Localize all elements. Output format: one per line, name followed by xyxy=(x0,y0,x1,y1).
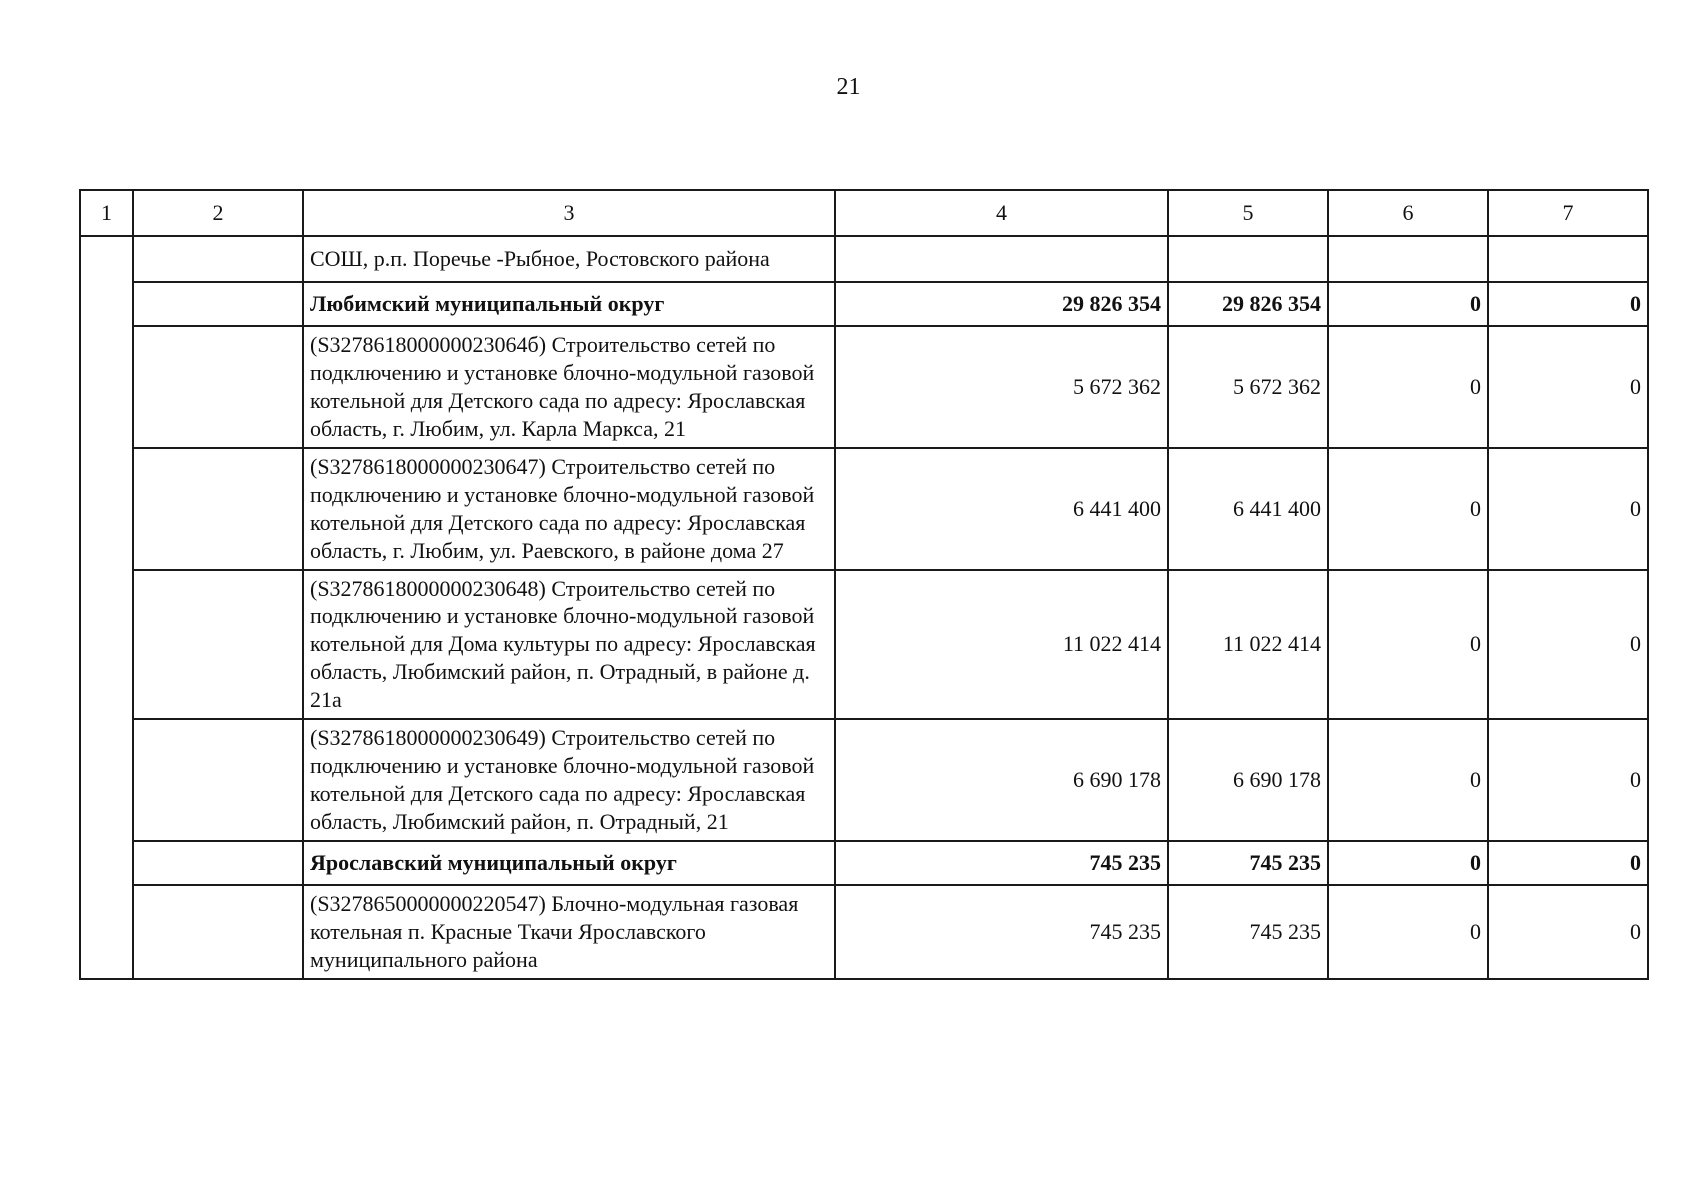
item-col-5: 6 441 400 xyxy=(1168,448,1328,570)
header-row xyxy=(80,190,1648,236)
col-1-cell xyxy=(80,236,133,979)
item-col-7: 0 xyxy=(1488,448,1648,570)
section-col-4: 745 235 xyxy=(835,841,1168,885)
section-col-7: 0 xyxy=(1488,841,1648,885)
page-number: 21 xyxy=(836,74,861,100)
section-row-lyubim xyxy=(80,282,1648,326)
item-col-6: 0 xyxy=(1328,326,1488,448)
section-col-4: 29 826 354 xyxy=(835,282,1168,326)
col-2-cell xyxy=(133,570,303,720)
section-title: Любимский муниципальный округ xyxy=(303,282,835,326)
col-2-cell xyxy=(133,719,303,841)
col-2-cell xyxy=(133,236,303,282)
col-2-cell xyxy=(133,326,303,448)
col-2-cell xyxy=(133,282,303,326)
item-col-6: 0 xyxy=(1328,885,1488,979)
header-col-3: 3 xyxy=(303,190,835,236)
section-title: Ярославский муниципальный округ xyxy=(303,841,835,885)
item-col-7: 0 xyxy=(1488,719,1648,841)
item-description: (S3278618000000230649) Строительство сетей по подключению и установке блочно-модульной газовой котельной для Детского сада по адресу: Ярославская область, Любимский район, п. Отрадный, 21 xyxy=(303,719,835,841)
col-2-cell xyxy=(133,448,303,570)
continuation-row xyxy=(80,236,1648,282)
col-2-cell xyxy=(133,885,303,979)
header-col-4: 4 xyxy=(835,190,1168,236)
item-col-4: 5 672 362 xyxy=(835,326,1168,448)
item-col-7: 0 xyxy=(1488,326,1648,448)
table-row xyxy=(80,448,1648,570)
col-2-cell xyxy=(133,841,303,885)
header-col-6: 6 xyxy=(1328,190,1488,236)
section-row-yaroslavl xyxy=(80,841,1648,885)
item-col-4: 6 441 400 xyxy=(835,448,1168,570)
header-col-1: 1 xyxy=(80,190,133,236)
continuation-description: СОШ, р.п. Поречье -Рыбное, Ростовского района xyxy=(303,236,835,282)
budget-table xyxy=(79,189,1649,980)
item-col-6: 0 xyxy=(1328,570,1488,720)
item-col-6: 0 xyxy=(1328,719,1488,841)
col-6-cell xyxy=(1328,236,1488,282)
header-col-7: 7 xyxy=(1488,190,1648,236)
item-col-5: 6 690 178 xyxy=(1168,719,1328,841)
item-col-4: 11 022 414 xyxy=(835,570,1168,720)
table-row xyxy=(80,885,1648,979)
section-col-5: 29 826 354 xyxy=(1168,282,1328,326)
item-col-4: 745 235 xyxy=(835,885,1168,979)
item-col-5: 745 235 xyxy=(1168,885,1328,979)
item-col-7: 0 xyxy=(1488,885,1648,979)
item-col-6: 0 xyxy=(1328,448,1488,570)
item-col-7: 0 xyxy=(1488,570,1648,720)
table-row xyxy=(80,719,1648,841)
col-4-cell xyxy=(835,236,1168,282)
section-col-6: 0 xyxy=(1328,841,1488,885)
item-description: (S3278650000000220547) Блочно-модульная газовая котельная п. Красные Ткачи Ярославского муниципального района xyxy=(303,885,835,979)
header-col-5: 5 xyxy=(1168,190,1328,236)
header-col-2: 2 xyxy=(133,190,303,236)
col-7-cell xyxy=(1488,236,1648,282)
section-col-5: 745 235 xyxy=(1168,841,1328,885)
item-col-4: 6 690 178 xyxy=(835,719,1168,841)
section-col-6: 0 xyxy=(1328,282,1488,326)
item-col-5: 11 022 414 xyxy=(1168,570,1328,720)
item-description: (S3278618000000230647) Строительство сетей по подключению и установке блочно-модульной газовой котельной для Детского сада по адресу: Ярославская область, г. Любим, ул. Раевского, в районе дома 27 xyxy=(303,448,835,570)
col-5-cell xyxy=(1168,236,1328,282)
section-col-7: 0 xyxy=(1488,282,1648,326)
table-row xyxy=(80,570,1648,720)
item-description: (S3278618000000230648) Строительство сетей по подключению и установке блочно-модульной газовой котельной для Дома культуры по адресу: Ярославская область, Любимский район, п. Отрадный, в районе д. 21а xyxy=(303,570,835,720)
table-row xyxy=(80,326,1648,448)
item-col-5: 5 672 362 xyxy=(1168,326,1328,448)
item-description: (S327861800000023064б) Строительство сетей по подключению и установке блочно-модульной газовой котельной для Детского сада по адресу: Ярославская область, г. Любим, ул. Карла Маркса, 21 xyxy=(303,326,835,448)
